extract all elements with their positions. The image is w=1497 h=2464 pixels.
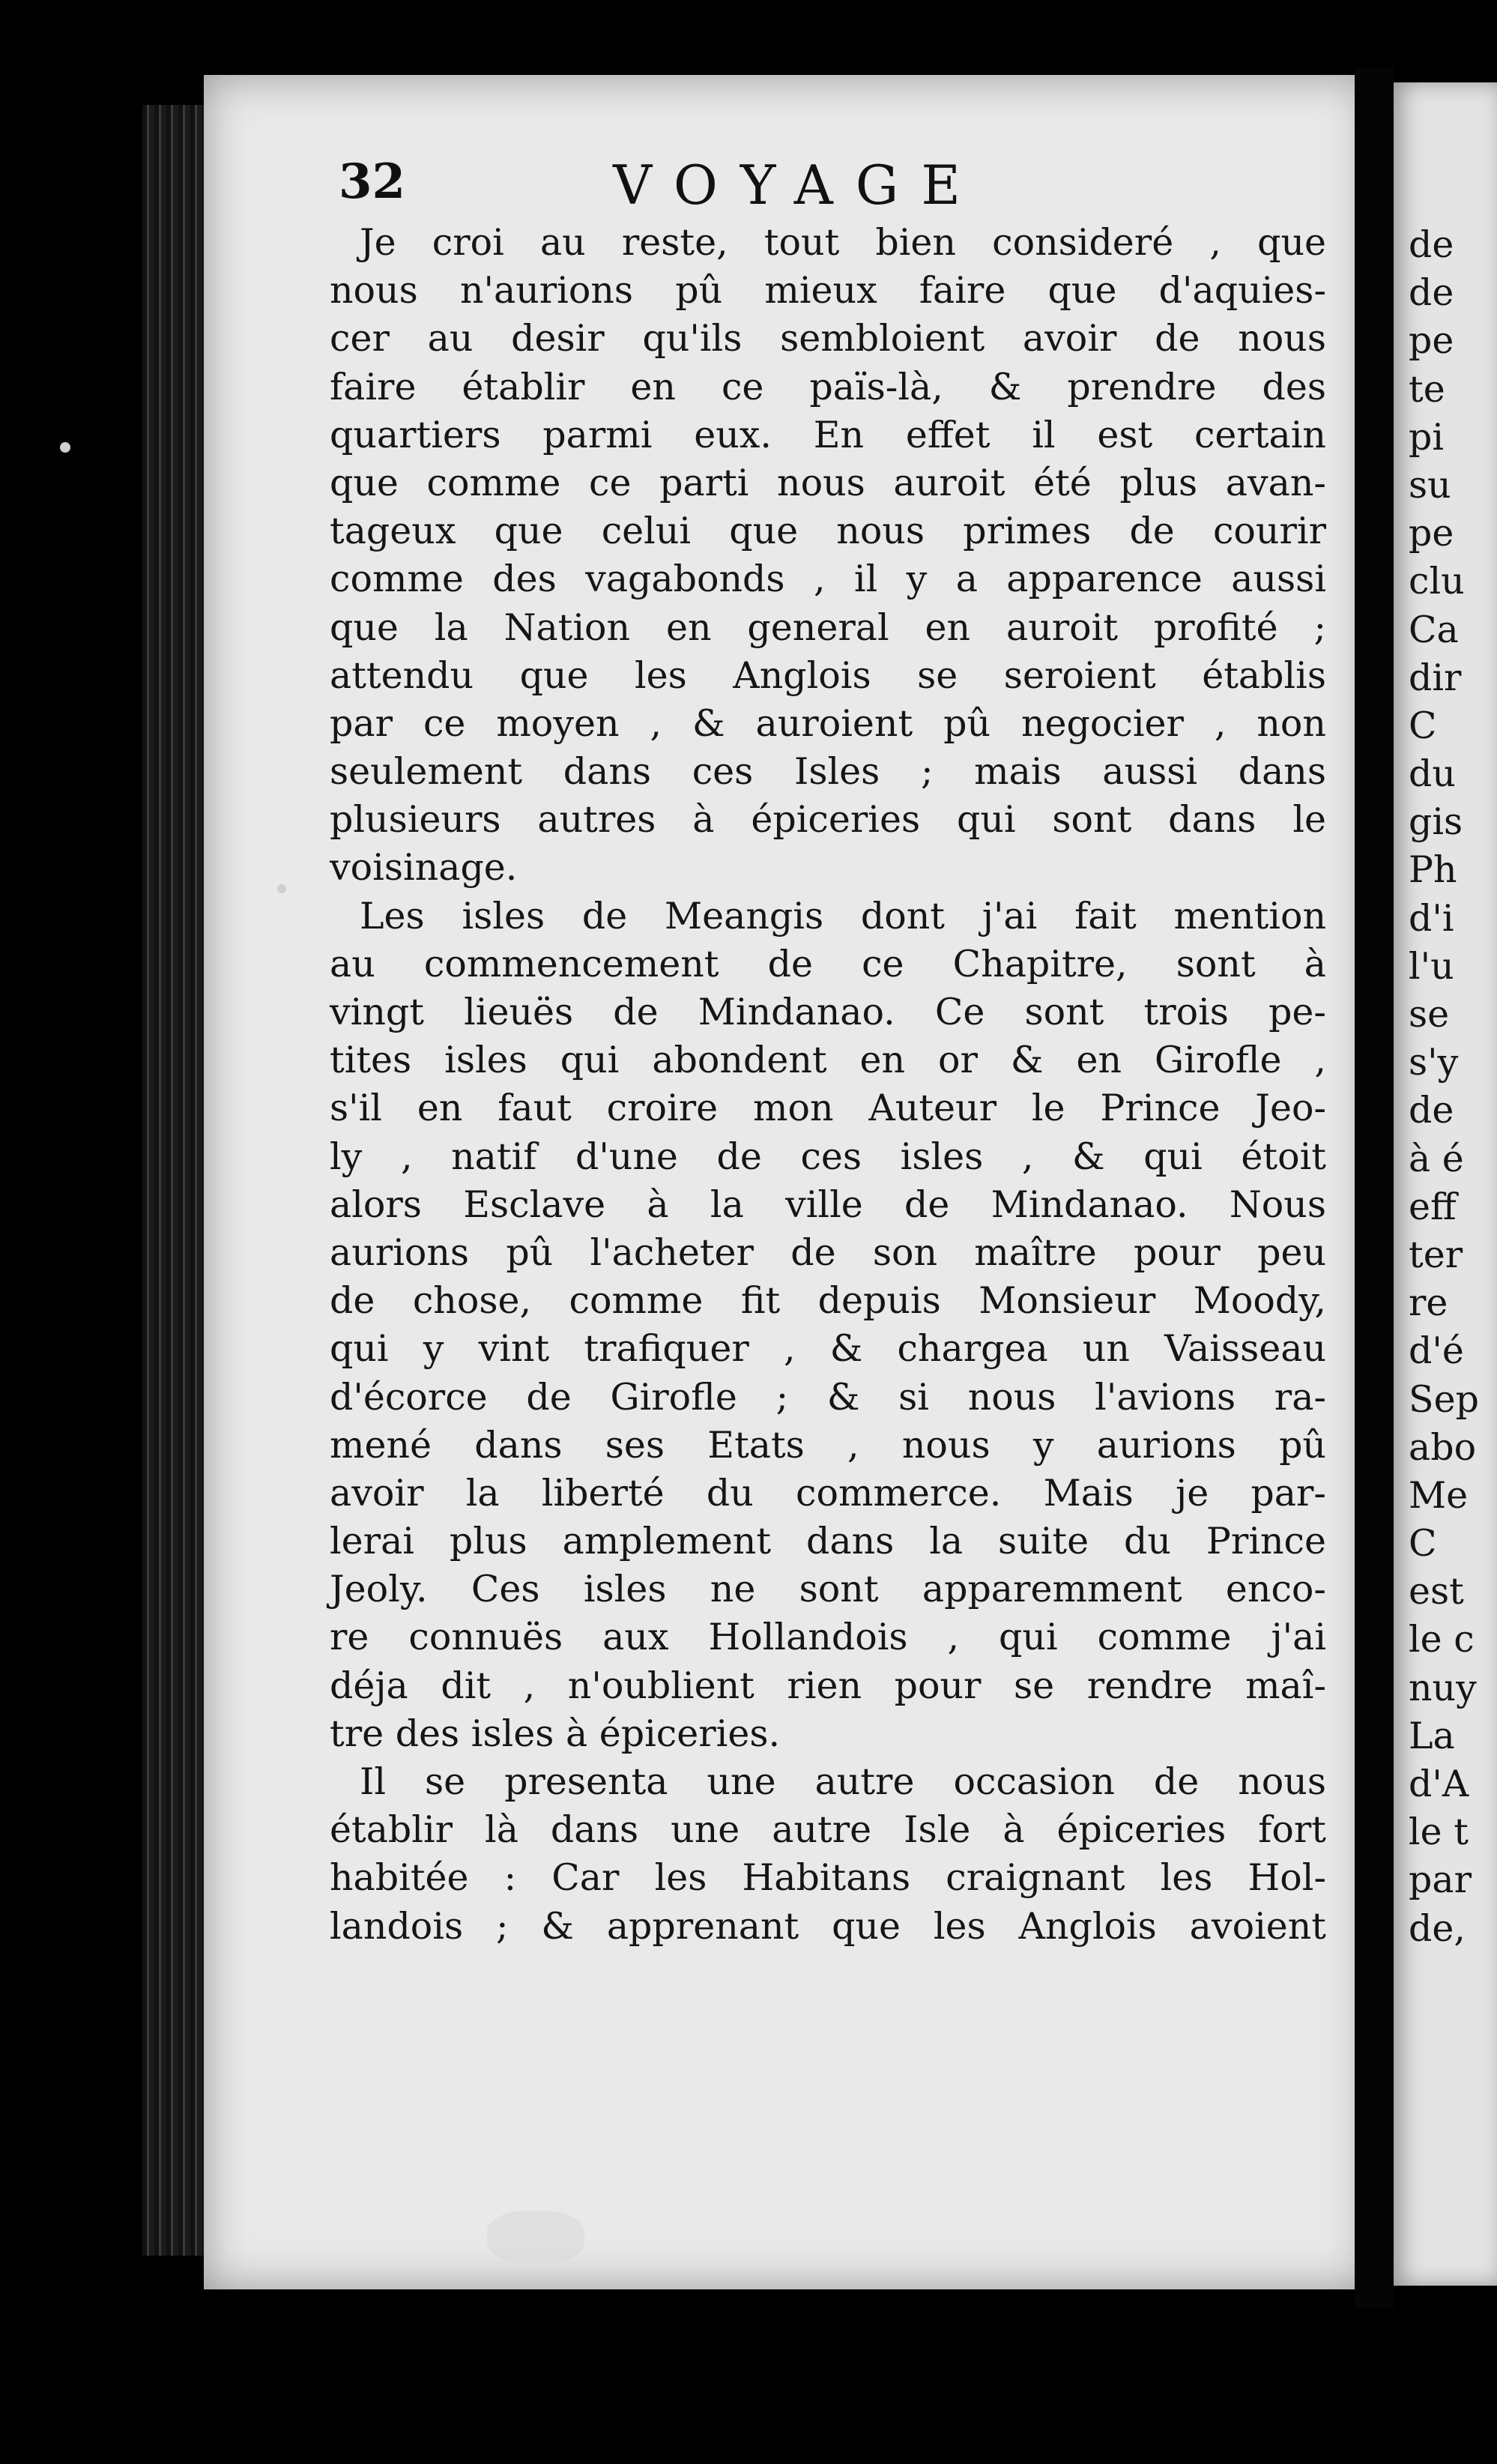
- text-line: Jeoly. Ces isles ne sont apparemment enco-: [330, 1568, 1326, 1611]
- facing-line: le c: [1409, 1618, 1475, 1661]
- facing-line: re: [1409, 1281, 1448, 1325]
- paragraph: [330, 893, 1326, 1758]
- facing-line: C: [1409, 1522, 1437, 1565]
- text-line: au commencement de ce Chapitre, sont à: [330, 942, 1326, 985]
- facing-line: d'i: [1409, 896, 1454, 940]
- facing-line: Sep: [1409, 1377, 1479, 1421]
- text-line: par ce moyen , & auroient pû negocier , non: [330, 701, 1326, 745]
- page-number: 32: [339, 154, 406, 210]
- facing-line: Ca: [1409, 608, 1459, 651]
- text-line: quartiers parmi eux. En effet il est certain: [330, 413, 1326, 456]
- facing-line: eff: [1409, 1185, 1457, 1228]
- facing-line: abo: [1409, 1425, 1477, 1469]
- facing-line: d'A: [1409, 1763, 1469, 1805]
- text-line: Il se presenta une autre occasion de nous: [360, 1760, 1326, 1803]
- text-line: nous n'aurions pû mieux faire que d'aquies-: [330, 269, 1326, 312]
- text-line: habitée : Car les Habitans craignant les Hol-: [330, 1856, 1326, 1900]
- facing-line: le t: [1409, 1811, 1469, 1854]
- running-title: VOYAGE: [613, 154, 983, 217]
- facing-line: ter: [1409, 1233, 1463, 1276]
- text-line: d'écorce de Girofle ; & si nous l'avions ra-: [330, 1375, 1326, 1419]
- text-line: tre des isles à épiceries.: [330, 1712, 781, 1755]
- text-line: re connuës aux Hollandois , qui comme j'ai: [330, 1616, 1326, 1659]
- facing-line: de: [1409, 1089, 1454, 1132]
- facing-line: de: [1409, 223, 1454, 266]
- facing-line: su: [1409, 463, 1451, 507]
- facing-line: te: [1409, 367, 1445, 411]
- text-line: voisinage.: [330, 846, 518, 890]
- text-line: que comme ce parti nous auroit été plus avan-: [330, 461, 1326, 504]
- text-line: comme des vagabonds , il y a apparence aussi: [330, 558, 1326, 601]
- facing-line: pe: [1409, 319, 1454, 363]
- text-line: aurions pû l'acheter de son maître pour peu: [330, 1231, 1326, 1274]
- facing-line: nuy: [1409, 1666, 1477, 1709]
- facing-line: à é: [1409, 1137, 1464, 1180]
- text-line: faire établir en ce païs-là, & prendre des: [330, 365, 1326, 408]
- facing-line: pe: [1409, 512, 1454, 555]
- facing-line: se: [1409, 993, 1450, 1036]
- facing-line: La: [1409, 1714, 1455, 1757]
- text-line: landois ; & apprenant que les Anglois avoient: [330, 1904, 1326, 1948]
- main-text-block: [330, 219, 1326, 1951]
- book-gutter: [142, 105, 210, 2256]
- facing-line: dir: [1409, 656, 1462, 699]
- page-spine-shadow: [1355, 67, 1394, 2308]
- text-line: lerai plus amplement dans la suite du Prince: [330, 1520, 1326, 1563]
- facing-line: du: [1409, 752, 1456, 796]
- facing-line: clu: [1409, 560, 1465, 603]
- text-line: avoir la liberté du commerce. Mais je par-: [330, 1471, 1326, 1515]
- scan-speck: [60, 442, 70, 453]
- facing-line: Ph: [1409, 848, 1457, 892]
- text-line: qui y vint trafiquer , & chargea un Vaisseau: [330, 1327, 1326, 1371]
- facing-page-text: [1409, 221, 1497, 1953]
- text-line: Je croi au reste, tout bien consideré , que: [360, 221, 1326, 264]
- text-line: établir là dans une autre Isle à épiceries fort: [330, 1808, 1326, 1852]
- text-line: que la Nation en general en auroit profité ;: [330, 606, 1326, 649]
- text-line: s'il en faut croire mon Auteur le Prince Jeo-: [330, 1087, 1326, 1130]
- text-line: cer au desir qu'ils sembloient avoir de nous: [330, 317, 1326, 360]
- facing-line: Me: [1409, 1473, 1469, 1517]
- text-line: Les isles de Meangis dont j'ai fait mention: [360, 894, 1326, 937]
- paragraph: [330, 219, 1326, 893]
- facing-line: s'y: [1409, 1041, 1459, 1084]
- paragraph: [330, 1758, 1326, 1951]
- scan-ink-blot: [487, 2211, 584, 2263]
- facing-line: C: [1409, 704, 1437, 747]
- text-line: plusieurs autres à épiceries qui sont dans le: [330, 798, 1326, 842]
- text-line: mené dans ses Etats , nous y aurions pû: [330, 1423, 1326, 1467]
- facing-line: par: [1409, 1858, 1472, 1902]
- facing-line: pi: [1409, 415, 1445, 459]
- text-line: tageux que celui que nous primes de courir: [330, 510, 1326, 553]
- text-line: tites isles qui abondent en or & en Girofle ,: [330, 1039, 1326, 1082]
- facing-line: d'é: [1409, 1329, 1464, 1373]
- facing-line: de: [1409, 271, 1454, 315]
- facing-line: est: [1409, 1570, 1464, 1613]
- facing-line: gis: [1409, 800, 1463, 844]
- facing-line: l'u: [1409, 944, 1454, 988]
- page-header: [204, 154, 1370, 221]
- text-line: déja dit , n'oublient rien pour se rendre maî-: [330, 1664, 1326, 1707]
- text-line: attendu que les Anglois se seroient établis: [330, 653, 1326, 697]
- facing-line: de,: [1409, 1906, 1466, 1950]
- text-line: ly , natif d'une de ces isles , & qui étoit: [330, 1135, 1326, 1178]
- scan-speck: [277, 884, 286, 893]
- text-line: vingt lieuës de Mindanao. Ce sont trois pe-: [330, 991, 1326, 1033]
- text-line: seulement dans ces Isles ; mais aussi dans: [330, 750, 1326, 794]
- text-line: alors Esclave à la ville de Mindanao. Nous: [330, 1183, 1326, 1226]
- text-line: de chose, comme fit depuis Monsieur Moody,: [330, 1279, 1326, 1323]
